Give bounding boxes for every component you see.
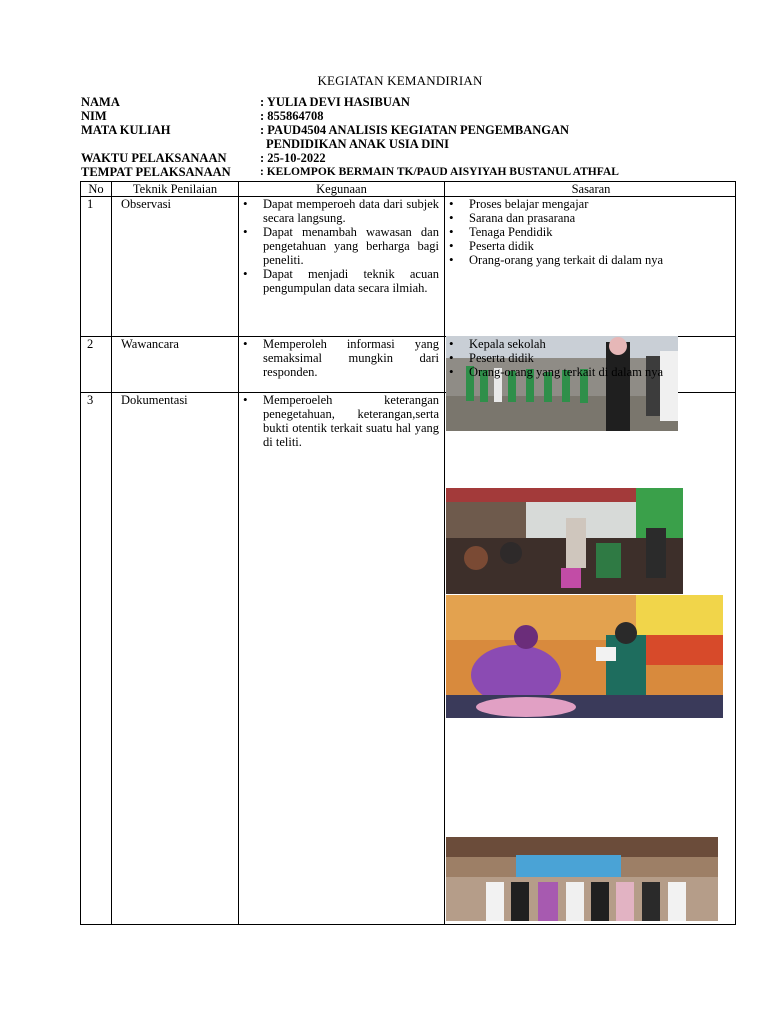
meta-label: MATA KULIAH xyxy=(81,123,171,137)
meta-row-mata-kuliah-cont xyxy=(81,137,741,151)
header-teknik: Teknik Penilaian xyxy=(132,182,218,196)
row-2-teknik: Wawancara xyxy=(121,337,179,351)
meta-row-nim xyxy=(81,109,741,123)
list-item: • Dapat menambah wawasan dan pengetahuan yang berharga bagi peneliti. xyxy=(235,225,439,267)
meta-label xyxy=(81,137,260,151)
meta-value: : 855864708 xyxy=(260,109,324,123)
list-item: • Dapat memperoeh data dari subjek secara langsung. xyxy=(235,197,439,225)
row-3-teknik: Dokumentasi xyxy=(121,393,188,407)
photo-group-school-front xyxy=(446,837,718,921)
column-divider xyxy=(444,182,445,924)
assessment-table xyxy=(80,181,736,925)
list-item: • Proses belajar mengajar xyxy=(441,197,731,211)
meta-row-mata-kuliah xyxy=(81,123,741,137)
list-item: • Memperoeleh keterangan penegetahuan, keterangan,serta bukti otentik terkait suatu hal yang di teliti. xyxy=(235,393,439,449)
page-title: KEGIATAN KEMANDIRIAN xyxy=(317,73,483,88)
photo-group-school-front-image xyxy=(446,837,718,921)
row-2-sasaran xyxy=(469,337,731,379)
identity-block xyxy=(81,95,741,179)
list-item: • Dapat menjadi teknik acuan pengumpulan data secara ilmiah. xyxy=(235,267,439,295)
row-2-no: 2 xyxy=(87,337,94,351)
header-kegunaan: Kegunaan xyxy=(316,182,367,196)
list-item: • Orang-orang yang terkait di dalam nya xyxy=(441,253,731,267)
column-divider xyxy=(111,182,112,924)
row-3-no: 3 xyxy=(87,393,94,407)
meta-value: : YULIA DEVI HASIBUAN xyxy=(260,95,410,109)
meta-row-tempat xyxy=(81,165,741,179)
meta-value: : 25-10-2022 xyxy=(260,151,326,165)
row-3-kegunaan xyxy=(263,393,439,449)
header-no: No xyxy=(88,182,104,196)
list-item: • Orang-orang yang terkait di dalam nya xyxy=(441,365,731,379)
meta-value: : PAUD4504 ANALISIS KEGIATAN PENGEMBANGAN xyxy=(260,123,570,137)
list-item: • Memperoleh informasi yang semaksimal mungkin dari responden. xyxy=(235,337,439,379)
row-1-sasaran xyxy=(469,197,731,267)
meta-label: TEMPAT PELAKSANAAN xyxy=(81,165,231,179)
list-item: • Peserta didik xyxy=(441,239,731,253)
meta-row-waktu xyxy=(81,151,741,165)
list-item: • Sarana dan prasarana xyxy=(441,211,731,225)
meta-value: : KELOMPOK BERMAIN TK/PAUD AISYIYAH BUSTANUL ATHFAL xyxy=(260,166,619,178)
header-sasaran: Sasaran xyxy=(571,182,611,196)
meta-row-nama xyxy=(81,95,741,109)
row-2-kegunaan xyxy=(263,337,439,379)
meta-label: NIM xyxy=(81,109,107,123)
meta-value: PENDIDIKAN ANAK USIA DINI xyxy=(266,137,450,151)
row-1-no: 1 xyxy=(87,197,94,211)
meta-label: NAMA xyxy=(81,95,120,109)
photo-teacher-child xyxy=(446,595,723,718)
meta-label: WAKTU PELAKSANAAN xyxy=(81,151,227,165)
photo-classroom-activity-image xyxy=(446,488,683,594)
photo-classroom-activity xyxy=(446,488,683,594)
list-item: • Tenaga Pendidik xyxy=(441,225,731,239)
photo-teacher-child-image xyxy=(446,595,723,718)
row-1-teknik: Observasi xyxy=(121,197,171,211)
row-1-kegunaan xyxy=(263,197,439,295)
list-item: • Kepala sekolah xyxy=(441,337,731,351)
list-item: • Peserta didik xyxy=(441,351,731,365)
